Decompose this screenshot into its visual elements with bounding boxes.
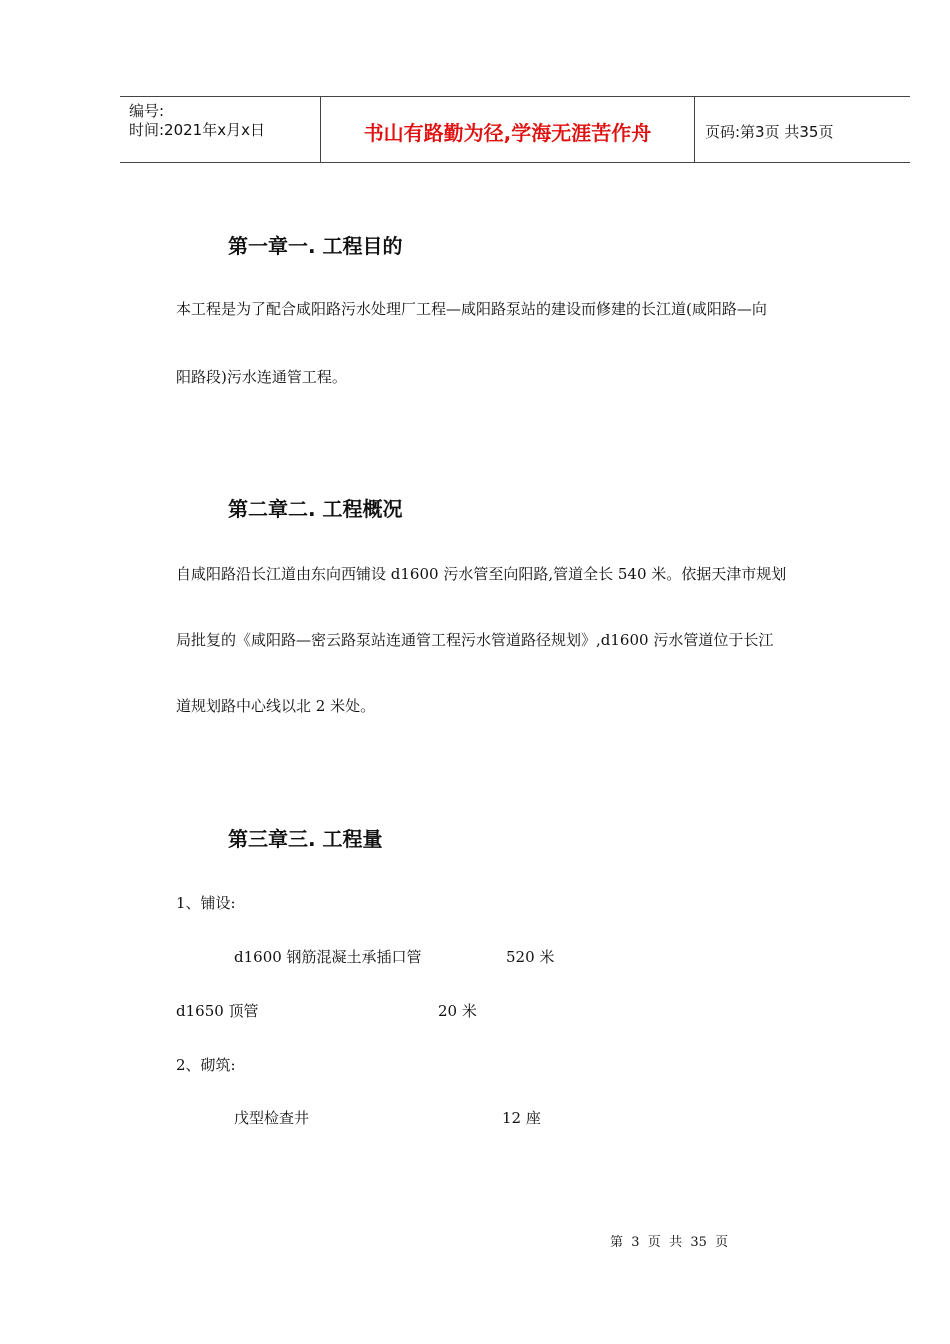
item-d1650-qty: 20 米 [438,1002,477,1020]
chapter-2-title: 第二章二. 工程概况 [228,497,403,521]
list-item-laying-label: 1、铺设: [176,894,236,912]
item-d1600-name: d1600 钢筋混凝土承插口管 [234,948,422,966]
chapter-2-line-2: 局批复的《咸阳路—密云路泵站连通管工程污水管道路径规划》,d1600 污水管道位于长江 [176,631,774,649]
page-label: 页码:第3页 共35页 [705,123,834,141]
number-label: 编号: [129,102,165,120]
header-page-cell [695,97,910,162]
item-manhole-qty: 12 座 [502,1109,541,1127]
page-footer: 第 3 页 共 35 页 [610,1235,729,1250]
item-d1600-qty: 520 米 [506,948,555,966]
page-header [120,96,910,163]
chapter-2-line-1: 自咸阳路沿长江道由东向西铺设 d1600 污水管至向阳路,管道全长 540 米。依据天津市规划 [176,565,787,583]
motto-text: 书山有路勤为径,学海无涯苦作舟 [363,121,652,145]
item-manhole-name: 戊型检查井 [234,1109,310,1127]
chapter-1-line-1: 本工程是为了配合咸阳路污水处理厂工程—咸阳路泵站的建设而修建的长江道(咸阳路—向 [176,300,767,318]
header-info-cell [120,97,321,162]
item-d1650-name: d1650 顶管 [176,1002,259,1020]
chapter-3-title: 第三章三. 工程量 [228,827,383,851]
chapter-1-title: 第一章一. 工程目的 [228,234,403,258]
time-label: 时间:2021年x月x日 [129,121,265,139]
chapter-2-line-3: 道规划路中心线以北 2 米处。 [176,697,376,715]
header-motto-cell [321,97,695,162]
list-item-masonry-label: 2、砌筑: [176,1056,236,1074]
chapter-1-line-2: 阳路段)污水连通管工程。 [176,368,347,386]
